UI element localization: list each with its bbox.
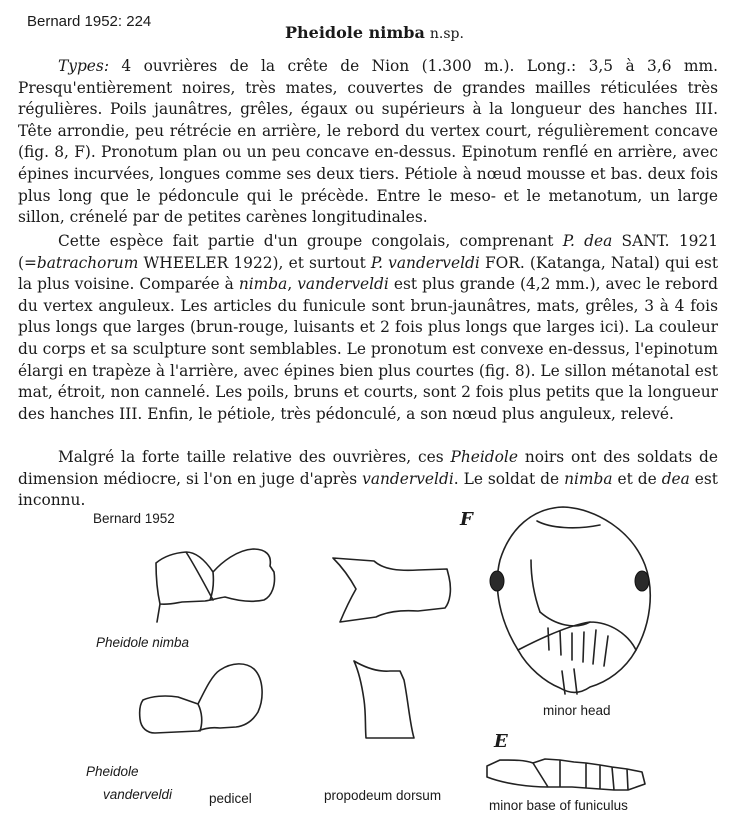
species-ref: P. dea bbox=[562, 232, 613, 250]
species-name: Pheidole nimba bbox=[285, 23, 425, 42]
species-ref: P. vanderveldi bbox=[370, 253, 480, 272]
figure-credit: Bernard 1952 bbox=[93, 511, 175, 526]
text-run: . Le soldat de bbox=[453, 469, 565, 488]
text-run: Cette espèce fait partie d'un groupe congolais, comprenant bbox=[58, 232, 563, 250]
species-suffix: n.sp. bbox=[429, 26, 464, 42]
species-ref: vanderveldi bbox=[362, 469, 454, 488]
text-run: SANT. 1921 (= bbox=[18, 232, 718, 272]
types-lead: Types: bbox=[58, 57, 110, 75]
pedicel-vanderveldi-drawing bbox=[140, 664, 262, 733]
propodeum-vanderveldi-drawing bbox=[354, 661, 414, 738]
minor-head-mandibles bbox=[518, 612, 636, 694]
label-pheidole-nimba: Pheidole nimba bbox=[96, 635, 190, 650]
species-ref: dea bbox=[661, 469, 690, 488]
species-ref: batrachorum bbox=[36, 253, 139, 272]
pedicel-nimba-drawing bbox=[156, 549, 275, 622]
text-run: noirs ont des soldats de dimension médiocre, si l'on en juge d'après bbox=[18, 448, 718, 488]
label-pheidole-vanderveldi-line1: Pheidole bbox=[86, 764, 139, 779]
funiculus-drawing bbox=[487, 759, 645, 790]
label-minor-head: minor head bbox=[543, 703, 611, 718]
label-propodeum-dorsum: propodeum dorsum bbox=[324, 788, 442, 803]
figure-letter-e: E bbox=[494, 731, 508, 752]
figure-letter-f: F bbox=[460, 509, 473, 530]
text-run: et de bbox=[612, 469, 662, 488]
minor-head-vertex-line bbox=[531, 521, 600, 612]
text-run: est inconnu. bbox=[18, 469, 718, 510]
types-body: 4 ouvrières de la crête de Nion (1.300 m.). Long.: 3,5 à 3,6 mm. Presqu'entièrement noires, très mates, couvertes de grandes mailles réticulées très régulières. Poils jaunâtres, grêles, égaux ou supérieurs à la longueur des hanches III. Tête arrondie, peu rétrécie en arrière, le rebord du vertex court, régulièrement concave (fig. 8, F). Pronotum plan ou un peu concave en-dessus. Epinotum renflé en arrière, avec épines incurvées, longues comme ses deux tiers. Pétiole à nœud mousse et bas. deux fois plus long que le pédoncule qui le précède. Entre le meso- et le metanotum, un large sillon, crénelé par de petites carènes longitudinales. bbox=[18, 57, 718, 227]
minor-head-eyes bbox=[490, 571, 649, 591]
right-eye-icon bbox=[635, 571, 649, 591]
label-pheidole-vanderveldi-line2: vanderveldi bbox=[103, 787, 173, 802]
species-ref: nimba bbox=[238, 275, 288, 294]
text-run: Malgré la forte taille relative des ouvrières, ces bbox=[58, 448, 451, 466]
text-run: est plus grande (4,2 mm.), avec le rebord du vertex anguleux. Les articles du funicule sont brun-jaunâtres, mats, grêles, 3 à 4 fois plus longs que larges (brun-rouge, luisants et 2 fois plus longs que larges ici). La couleur du corps et sa sculpture sont semblables. Le pronotum est convexe en-dessus, l'epinotum élargi en trapèze à l'arrière, avec épines bien plus courtes (fig. 8). Le sillon métanotal est mat, étroit, non cannelé. Les poils, bruns et courts, sont 2 fois plus petits que la longueur des hanches III. Enfin, le pétiole, très pédonculé, a son nœud plus anguleux, relevé. bbox=[18, 275, 718, 423]
propodeum-nimba-drawing bbox=[333, 558, 450, 622]
text-run: FOR. (Katanga, Natal) qui est la plus voisine. Comparée à bbox=[18, 253, 718, 294]
left-eye-icon bbox=[490, 571, 504, 591]
text-run: WHEELER 1922), et surtout bbox=[138, 253, 371, 272]
species-ref: vanderveldi bbox=[297, 275, 389, 294]
genus-ref: Pheidole bbox=[450, 448, 518, 466]
species-ref: nimba bbox=[564, 469, 613, 488]
text-run: , bbox=[287, 275, 298, 294]
label-pedicel: pedicel bbox=[209, 791, 252, 806]
minor-head-drawing bbox=[497, 507, 650, 692]
source-label: Bernard 1952: 224 bbox=[27, 13, 152, 30]
label-minor-funiculus: minor base of funiculus bbox=[489, 798, 628, 813]
